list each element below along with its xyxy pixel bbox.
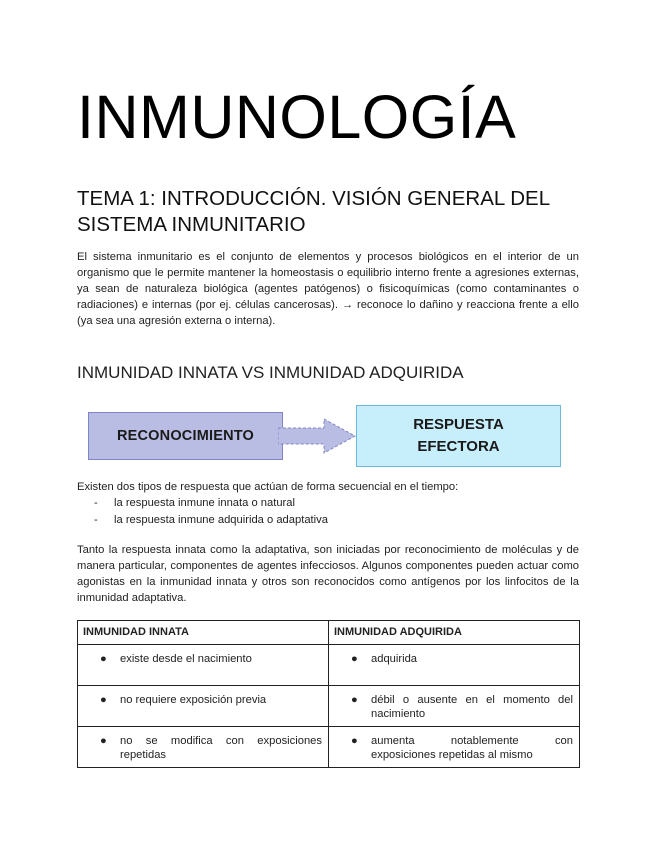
table-cell: ● aumenta notablemente con exposiciones repetidas al mismo xyxy=(329,727,580,768)
table-row xyxy=(78,727,580,768)
response-types-intro: Existen dos tipos de respuesta que actúan de forma secuencial en el tiempo: xyxy=(77,481,459,493)
list-item: - la respuesta inmune innata o natural xyxy=(94,497,295,509)
effector-line-1: RESPUESTA xyxy=(413,416,504,433)
process-diagram xyxy=(88,405,563,467)
table-cell: ● adquirida xyxy=(329,645,580,686)
table-row xyxy=(78,686,580,727)
effector-response-box xyxy=(356,405,561,467)
response-types-list xyxy=(94,495,328,529)
effector-line-2: EFECTORA xyxy=(417,438,500,455)
table-cell: ● no se modifica con exposiciones repetidas xyxy=(78,727,329,768)
header-acquired: INMUNIDAD ADQUIRIDA xyxy=(329,621,580,645)
immunity-comparison-table xyxy=(77,620,580,768)
header-innate: INMUNIDAD INNATA xyxy=(78,621,329,645)
recognition-box: RECONOCIMIENTO xyxy=(88,412,283,460)
topic-heading: TEMA 1: INTRODUCCIÓN. VISIÓN GENERAL DEL SISTEMA INMUNITARIO xyxy=(77,187,550,236)
table-header-row xyxy=(78,621,580,645)
table-cell: ● no requiere exposición previa xyxy=(78,686,329,727)
section-heading: INMUNIDAD INNATA VS INMUNIDAD ADQUIRIDA xyxy=(77,363,464,382)
recognition-paragraph: Tanto la respuesta innata como la adaptativa, son iniciadas por reconocimiento de moléculas y de manera particular, componentes de agentes infecciosos. Algunos componentes pueden actuar como agonistas en la inmunidad innata y otros son reconocidos como antígenos por los linfocitos de la inmunidad adaptativa. xyxy=(77,544,579,604)
right-arrow-icon xyxy=(278,418,358,454)
list-item: - la respuesta inmune adquirida o adaptativa xyxy=(94,514,328,526)
table-row xyxy=(78,645,580,686)
intro-paragraph: El sistema inmunitario es el conjunto de elementos y procesos biológicos en el interior de un organismo que le permite mantener la homeostasis o equilibrio interno frente a agresiones externas, ya sean de naturaleza biológica (agentes patógenos) o fisicoquímicas (como contaminantes o radiaciones) e internas (por ej. células cancerosas). → reconoce lo dañino y reacciona frente a ello (ya sea una agresión externa o interna). xyxy=(77,251,579,327)
document-title: INMUNOLOGÍA xyxy=(77,83,517,151)
table-cell: ● débil o ausente en el momento del nacimiento xyxy=(329,686,580,727)
table-cell: ● existe desde el nacimiento xyxy=(78,645,329,686)
